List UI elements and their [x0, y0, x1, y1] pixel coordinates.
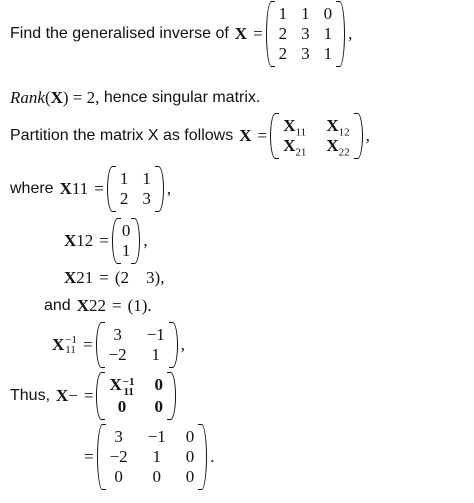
- matrix-x-cells: [275, 1, 337, 67]
- generalised-inverse-symbol: X: [56, 386, 69, 405]
- line1-text: Find the generalised inverse of: [10, 25, 229, 42]
- matrix-cell: 0: [152, 467, 161, 486]
- matrix-cell: 1: [323, 44, 333, 63]
- line-1: [10, 2, 352, 66]
- x11-inverse-sup: −1: [65, 334, 77, 346]
- partition-block: $X_{22}$: [326, 136, 350, 159]
- line4-eq: =: [94, 179, 104, 198]
- x11-inverse-sub: 11: [65, 344, 76, 356]
- line-3: [10, 114, 370, 158]
- thus-label: Thus,: [10, 387, 51, 404]
- matrix-cell: 1: [121, 241, 131, 260]
- line-5: X 12 = 0 1 ,: [64, 218, 148, 264]
- line7-eq: =: [111, 296, 122, 315]
- matrix-cell: −1: [146, 325, 165, 344]
- matrix-cell: 1: [119, 169, 129, 188]
- line-4: where X 11 = 1 1 2 3 ,: [10, 166, 171, 212]
- rank-paren: (: [44, 88, 51, 107]
- matrix-cell: 3: [113, 325, 122, 344]
- block-inverse-matrix: [96, 372, 176, 419]
- line6-eq: =: [99, 268, 109, 287]
- matrix-result-cells: [106, 424, 199, 490]
- x21-values: 2 3: [120, 268, 155, 287]
- matrix-cell: 0: [121, 221, 131, 240]
- matrix-cell: 1: [151, 345, 160, 364]
- where-label: where: [10, 180, 54, 197]
- line4-trail: ,: [166, 179, 172, 198]
- matrix-cell: 0: [114, 467, 123, 486]
- line5-trail: ,: [143, 231, 148, 250]
- matrix-x11-inverse: [96, 322, 178, 368]
- rank-note: hence singular matrix.: [99, 89, 261, 106]
- matrix-cell: 1: [278, 4, 288, 23]
- line5-eq: =: [99, 231, 109, 250]
- matrix-x: [266, 1, 346, 67]
- line8-trail: ,: [180, 335, 186, 354]
- rank-value: ) = 2,: [62, 88, 100, 107]
- partition-matrix: [270, 113, 363, 159]
- rank-x: X: [50, 88, 63, 107]
- block-zero-12: 0: [154, 375, 164, 395]
- line-6: X 21 = (2 3) ,: [64, 268, 165, 287]
- line3-eq: =: [257, 126, 268, 145]
- x11-inverse-symbol: X: [52, 335, 65, 354]
- block-zero-21: 0: [117, 396, 127, 416]
- matrix-cell: 0: [323, 4, 333, 23]
- matrix-x11-cells: [116, 166, 155, 212]
- matrix-cell: 2: [278, 24, 288, 43]
- matrix-result: [97, 424, 208, 490]
- partition-block: $X_{12}$: [326, 116, 350, 139]
- matrix-x11: [107, 166, 164, 212]
- line3-trail: ,: [365, 126, 370, 145]
- x11-symbol: X: [59, 179, 72, 198]
- block-inverse-cells: [105, 372, 167, 419]
- line-8: [52, 322, 185, 368]
- matrix-cell: 3: [114, 427, 123, 446]
- matrix-cell: 1: [323, 24, 333, 43]
- block-zero-22: 0: [154, 396, 164, 416]
- matrix-cell: 0: [185, 427, 195, 446]
- x22-symbol: X: [76, 296, 89, 315]
- line1-x: X: [234, 24, 248, 43]
- line-9: Thus, X − = X −1 11 0 0 0: [10, 372, 179, 420]
- block-x11-inverse: X −1 11: [109, 375, 135, 398]
- line3-text: Partition the matrix X as follows: [10, 127, 234, 144]
- matrix-cell: 3: [142, 189, 151, 208]
- x21-row: (2 3): [114, 268, 161, 287]
- partition-block: $X_{21}$: [283, 136, 307, 159]
- matrix-cell: 1: [301, 4, 310, 23]
- matrix-cell: −2: [109, 447, 128, 466]
- matrix-x11-inverse-cells: [105, 322, 169, 368]
- line10-trail: .: [210, 447, 215, 466]
- line-2: [10, 86, 260, 110]
- partition-block: $X_{11}$: [283, 116, 307, 139]
- matrix-x12: [112, 218, 141, 264]
- line1-eq: =: [253, 24, 263, 43]
- matrix-cell: −1: [147, 427, 166, 446]
- matrix-cell: 1: [152, 447, 161, 466]
- line10-eq: =: [84, 447, 94, 466]
- rank-label: Rank: [10, 88, 45, 107]
- matrix-cell: 0: [185, 467, 195, 486]
- partition-blocks: [279, 113, 354, 159]
- matrix-cell: 0: [185, 447, 195, 466]
- matrix-cell: −2: [108, 345, 127, 364]
- matrix-cell: 2: [278, 44, 288, 63]
- line1-trail: ,: [348, 24, 353, 43]
- and-label: and: [44, 297, 71, 314]
- matrix-cell: 3: [301, 24, 310, 43]
- matrix-cell: 2: [119, 189, 129, 208]
- line-7: and X 22 = (1).: [44, 296, 152, 315]
- x21-symbol: X: [64, 268, 77, 287]
- line-10: [84, 424, 215, 490]
- x22-value: (1).: [127, 296, 152, 315]
- line8-eq: =: [83, 335, 93, 354]
- matrix-cell: 3: [301, 44, 310, 63]
- line3-x: X: [239, 126, 252, 145]
- matrix-x12-cells: [121, 218, 132, 264]
- line9-eq: =: [83, 386, 94, 405]
- matrix-cell: 1: [142, 169, 151, 188]
- x12-symbol: X: [64, 231, 77, 250]
- line6-trail: ,: [160, 268, 165, 287]
